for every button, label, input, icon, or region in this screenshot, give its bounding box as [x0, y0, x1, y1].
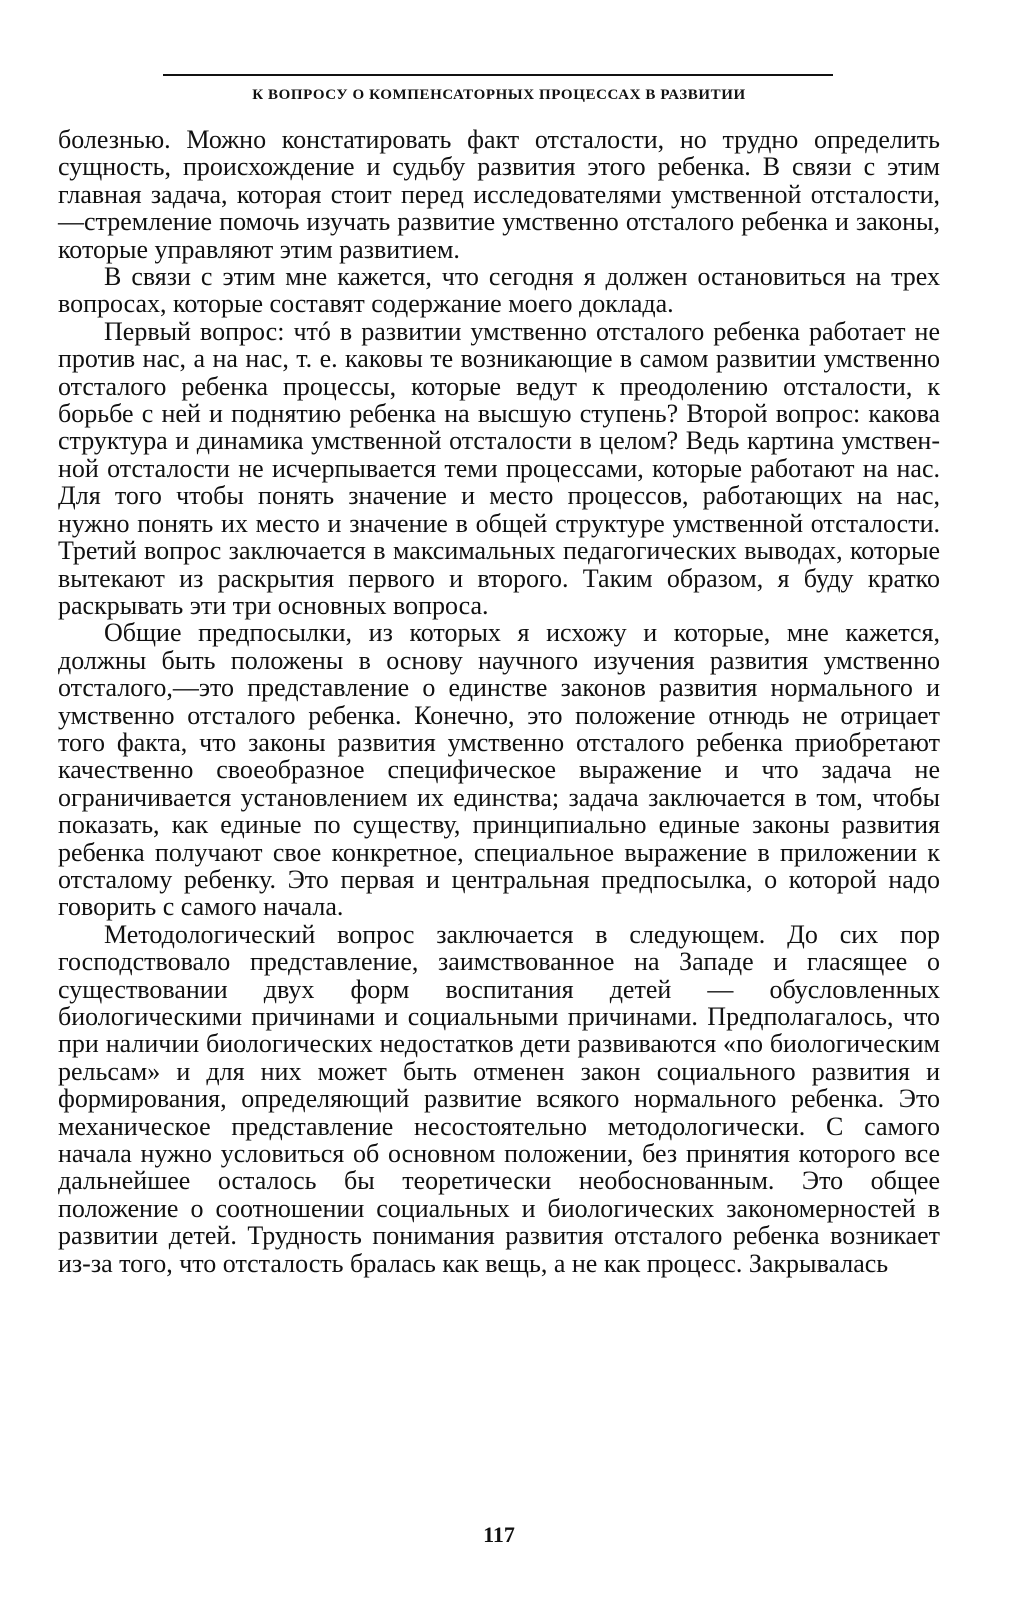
body-text	[58, 126, 940, 1277]
book-page	[58, 60, 940, 1580]
paragraph: Методологический вопрос заключается в следующем. До сих пор господствовало представление, заимствованное на Западе и гласящее о существовании двух форм воспитания детей — обусловленных биологическими причинами и социальными причинами. Предполагалось, что при наличии биологических недостатков дети развиваются «по биологическим рельсам» и для них может быть отменен закон социального развития и формирования, определяющий развитие всякого нормального ребенка. Это механическое представление несостоятельно методологически. С самого начала нужно условиться об основном положении, без принятия которого все дальнейшее осталось бы теоретически необоснованным. Это общее положение о соотношении социальных и биологических закономерностей в развитии детей. Трудность понимания развития отсталого ребенка возникает из-за того, что отсталость бралась как вещь, а не как процесс. Закрывалась	[58, 919, 940, 1278]
running-header: К ВОПРОСУ О КОМПЕНСАТОРНЫХ ПРОЦЕССАХ В РАЗВИТИИ	[252, 87, 746, 103]
paragraph-continued: болезнью. Можно констатировать факт отсталости, но трудно определить сущность, происхождение и судьбу развития этого ребенка. В связи с этим главная задача, которая стоит перед исследователями умственной отсталости,—стремление помочь изучать развитие умственно отсталого ребенка и законы, которые управляют этим развитием.	[58, 125, 940, 264]
header-rule	[163, 74, 833, 76]
page-number: 117	[483, 1522, 515, 1547]
paragraph: В связи с этим мне кажется, что сегодня я должен остановиться на трех вопросах, которые составят содержание моего доклада.	[58, 262, 940, 319]
paragraph: Первый вопрос: чтó в развитии умственно отсталого ребенка работает не против нас, а на нас, т. е. каковы те возникающие в самом развитии умственно отсталого ребенка процессы, которые ведут к преодолению отсталости, к борьбе с ней и поднятию ребенка на высшую ступень? Второй вопрос: какова структура и динамика умственной отсталости в целом? Ведь картина умственной отсталости не исчерпывается теми процессами, которые работают на нас. Для того чтобы понять значение и место процессов, работающих на нас, нужно понять их место и значение в общей структуре умственной отсталости. Третий вопрос заключается в максимальных педагогических выводах, которые вытекают из раскрытия первого и второго. Таким образом, я буду кратко раскрывать эти три основных вопроса.	[58, 316, 940, 620]
paragraph: Общие предпосылки, из которых я исхожу и которые, мне кажется, должны быть положены в основу научного изучения развития умственно отсталого,—это представление о единстве законов развития нормального и умственно отсталого ребенка. Конечно, это положение отнюдь не отрицает того факта, что законы развития умственно отсталого ребенка приобретают качественно своеобразное специфическое выражение и что задача не ограничивается установлением их единства; задача заключается в том, чтобы показать, как единые по существу, принципиально единые законы развития ребенка получают свое конкретное, специальное выражение в приложении к отсталому ребенку. Это первая и центральная предпосылка, о которой надо говорить с самого начала.	[58, 618, 940, 922]
